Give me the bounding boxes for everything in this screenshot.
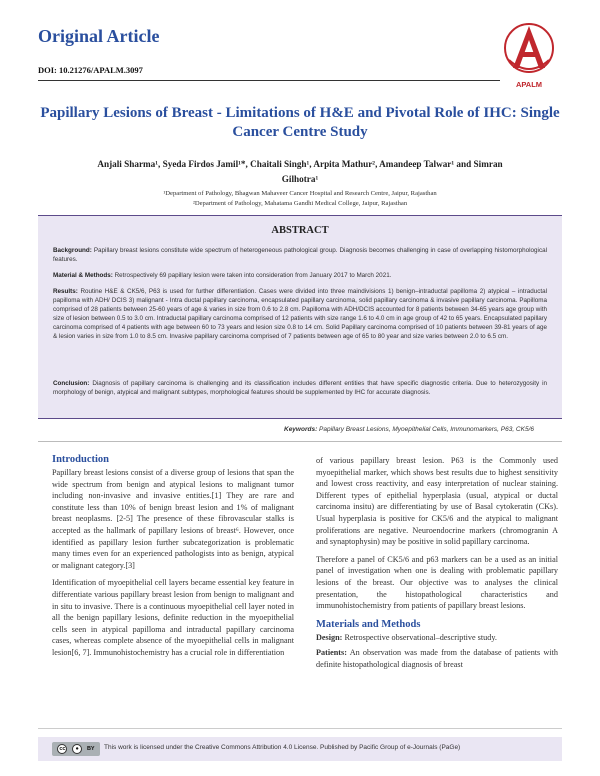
abstract-box — [38, 215, 562, 419]
patients-text: An observation was made from the database of patients with definite histopathological diagnosis of breast — [316, 648, 558, 669]
author-list: Anjali Sharma¹, Syeda Firdos Jamil¹*, Chaitali Singh¹, Arpita Mathur², Amandeep Talwar¹ and Simran Gilhotra¹ — [97, 159, 503, 184]
abstract-background — [53, 246, 547, 264]
apalm-logo-icon — [503, 20, 555, 82]
attribution-icon: ● — [72, 744, 82, 754]
doi[interactable]: DOI: 10.21276/APALM.3097 — [38, 65, 143, 75]
background-label: Background: — [53, 247, 92, 254]
license-text: This work is licensed under the Creative Commons Attribution 4.0 License. Published by Pacific Group of e-Journals (PaGe) — [104, 744, 461, 751]
methods-label: Material & Methods: — [53, 272, 113, 279]
keywords-divider — [38, 441, 562, 442]
affiliation-2: ²Department of Pathology, Mahatama Gandhi Medical College, Jaipur, Rajasthan — [192, 200, 408, 207]
right-paragraph-2: Therefore a panel of CK5/6 and p63 markers can be a used as an initial panel of investigation when one is dealing with problematic papillary lesions of the breast. Our objective was to analyses the clinical presentation, the histopathological characteristics and immunohistochemistry from patients of papillary breast lesions. — [316, 554, 558, 611]
design-label: Design: — [316, 632, 343, 642]
keywords-text: Papillary Breast Lesions, Myoepithelial Cells, Immunomarkers, P63, CK5/6 — [319, 426, 534, 433]
footer-divider — [38, 728, 562, 729]
paper-title: Papillary Lesions of Breast - Limitations of H&E and Pivotal Role of IHC: Single Cancer Centre Study — [40, 105, 560, 140]
license-footer — [38, 737, 562, 761]
conclusion-text: Diagnosis of papillary carcinoma is challenging and its classification includes different entities that have specific diagnostic criteria. Due to heterozygosity in morphology of benign, atypical and malignant subtypes, morphological features should be supplemented by IHC for accurate diagnosis. — [53, 380, 548, 396]
right-column — [316, 455, 558, 675]
intro-paragraph-1: Papillary breast lesions consist of a diverse group of lesions that span the wide spectrum from benign and atypical lesions to malignant tumor including non-invasive and invasive entities.[1] They are rare and constitute less than 10% of benign breast lesion and 1% of malignant breast neoplasms. [2-5] The presence of these fibrovascular stalks is accepted as the hallmark of papillary lesions of breast⁶. However, once identified as papillary lesion further subcategorization is problematic many times even for an experienced pathologists into as benign, atypical or malignant category.[3] — [52, 468, 294, 570]
intro-paragraph-2: Identification of myoepithelial cell layers became essential key feature in differentiate various papillary breast lesion from benign to malignant and in situ to invasive. There is a continuous myoepithelial cell layer noted in all the benign papillary lesions, definite reduction in the myoepithelial cells seen in atypical papilloma and intraductal papillary carcinoma cases, whereas complete absence of the myoepithelial cells in malignant lesion[6, 7]. Immunohistochemistry has a crucial role in differentiation — [52, 578, 294, 657]
abstract-heading: ABSTRACT — [271, 225, 329, 236]
abstract-conclusion — [53, 379, 547, 397]
affiliation-1: ¹Department of Pathology, Bhagwan Mahaveer Cancer Hospital and Research Centre, Jaipur, Rajasthan — [163, 190, 437, 197]
keywords — [38, 426, 562, 433]
logo-text: APALM — [515, 80, 543, 89]
patients-label: Patients: — [316, 648, 347, 658]
left-column — [52, 453, 294, 665]
design-text: Retrospective observational–descriptive study. — [344, 632, 497, 642]
abstract-methods — [53, 271, 547, 280]
conclusion-label: Conclusion: — [53, 380, 90, 387]
materials-methods-heading: Materials and Methods — [316, 618, 421, 630]
introduction-heading: Introduction — [52, 454, 109, 465]
patients-paragraph — [316, 647, 558, 670]
cc-by-badge[interactable] — [52, 742, 100, 756]
background-text: Papillary breast lesions constitute wide spectrum of heterogeneous pathological group. Diagnosis becomes challenging in case of overlapping histomorphological features. — [53, 247, 548, 263]
affiliations — [40, 189, 560, 209]
right-paragraph-1: of various papillary breast lesion. P63 is the Commonly used myoepithelial marker, which shows best results due to highest sensitivity and lowest cross reactivity, and easy interpretation of nuclear staining. Different types of epithelial hyperplasia (usual, atypical or ductal carcinoma insitu) are differentiating by use of Basal cytokeratin (CKs). Usual hyperplasia is positive for CK5/6 and the atypical to malignant proliferations are negative. Neuroendocrine markers (chromogranin A and synaptophysin) may be positive in solid papillary carcinoma. — [316, 456, 558, 547]
article-type: Original Article — [38, 26, 160, 46]
results-text: Routine H&E & CK5/6, P63 is used for further differentiation. Cases were divided into three maindivisions 1) benign–intraductal papilloma 2) atypical – intraductal papilloma with ADH/ DCIS 3) malignant - Intra ductal papillary carcinoma, encapsulated papillary carcinoma, solid papillary carcinoma & invasive papillary carcinoma. Papilloma comprised of 28 patients between 25-60 years of age & varies in size from 0.6 to 2.8 cm. Papilloma with ADH/DCIS accounted for 8 patients between 34-65 years age group with size of lesion between 0.5 to 3.0 cm. Intraductal papillary carcinoma comprised of 12 patients with size range 1.6 to 4.0 cm in age group of 42 to 65 years. Encapsulated papillary carcinoma comprised of 4 patients with age between 60 to 73 years and lesion size 0.8 to 14 cm. Solid Papillary carcinoma comprised of 10 patients between 39-81 years of age & lesion varies in size from 1.0 to 8.5 cm. Invasive papillary carcinoma comprised of 7 patients between age of 65 to 80 year and size varies between 2.0 to 6.5 cm. — [53, 288, 548, 340]
methods-text: Retrospectively 69 papillary lesion were taken into consideration from January 2017 to March 2021. — [114, 272, 392, 279]
cc-icon: cc — [59, 746, 66, 752]
cc-by-label: BY — [86, 746, 95, 752]
results-label: Results: — [53, 288, 78, 295]
design-paragraph — [316, 632, 558, 644]
header-divider — [38, 80, 500, 81]
abstract-results — [53, 287, 547, 341]
keywords-label: Keywords: — [284, 426, 318, 433]
